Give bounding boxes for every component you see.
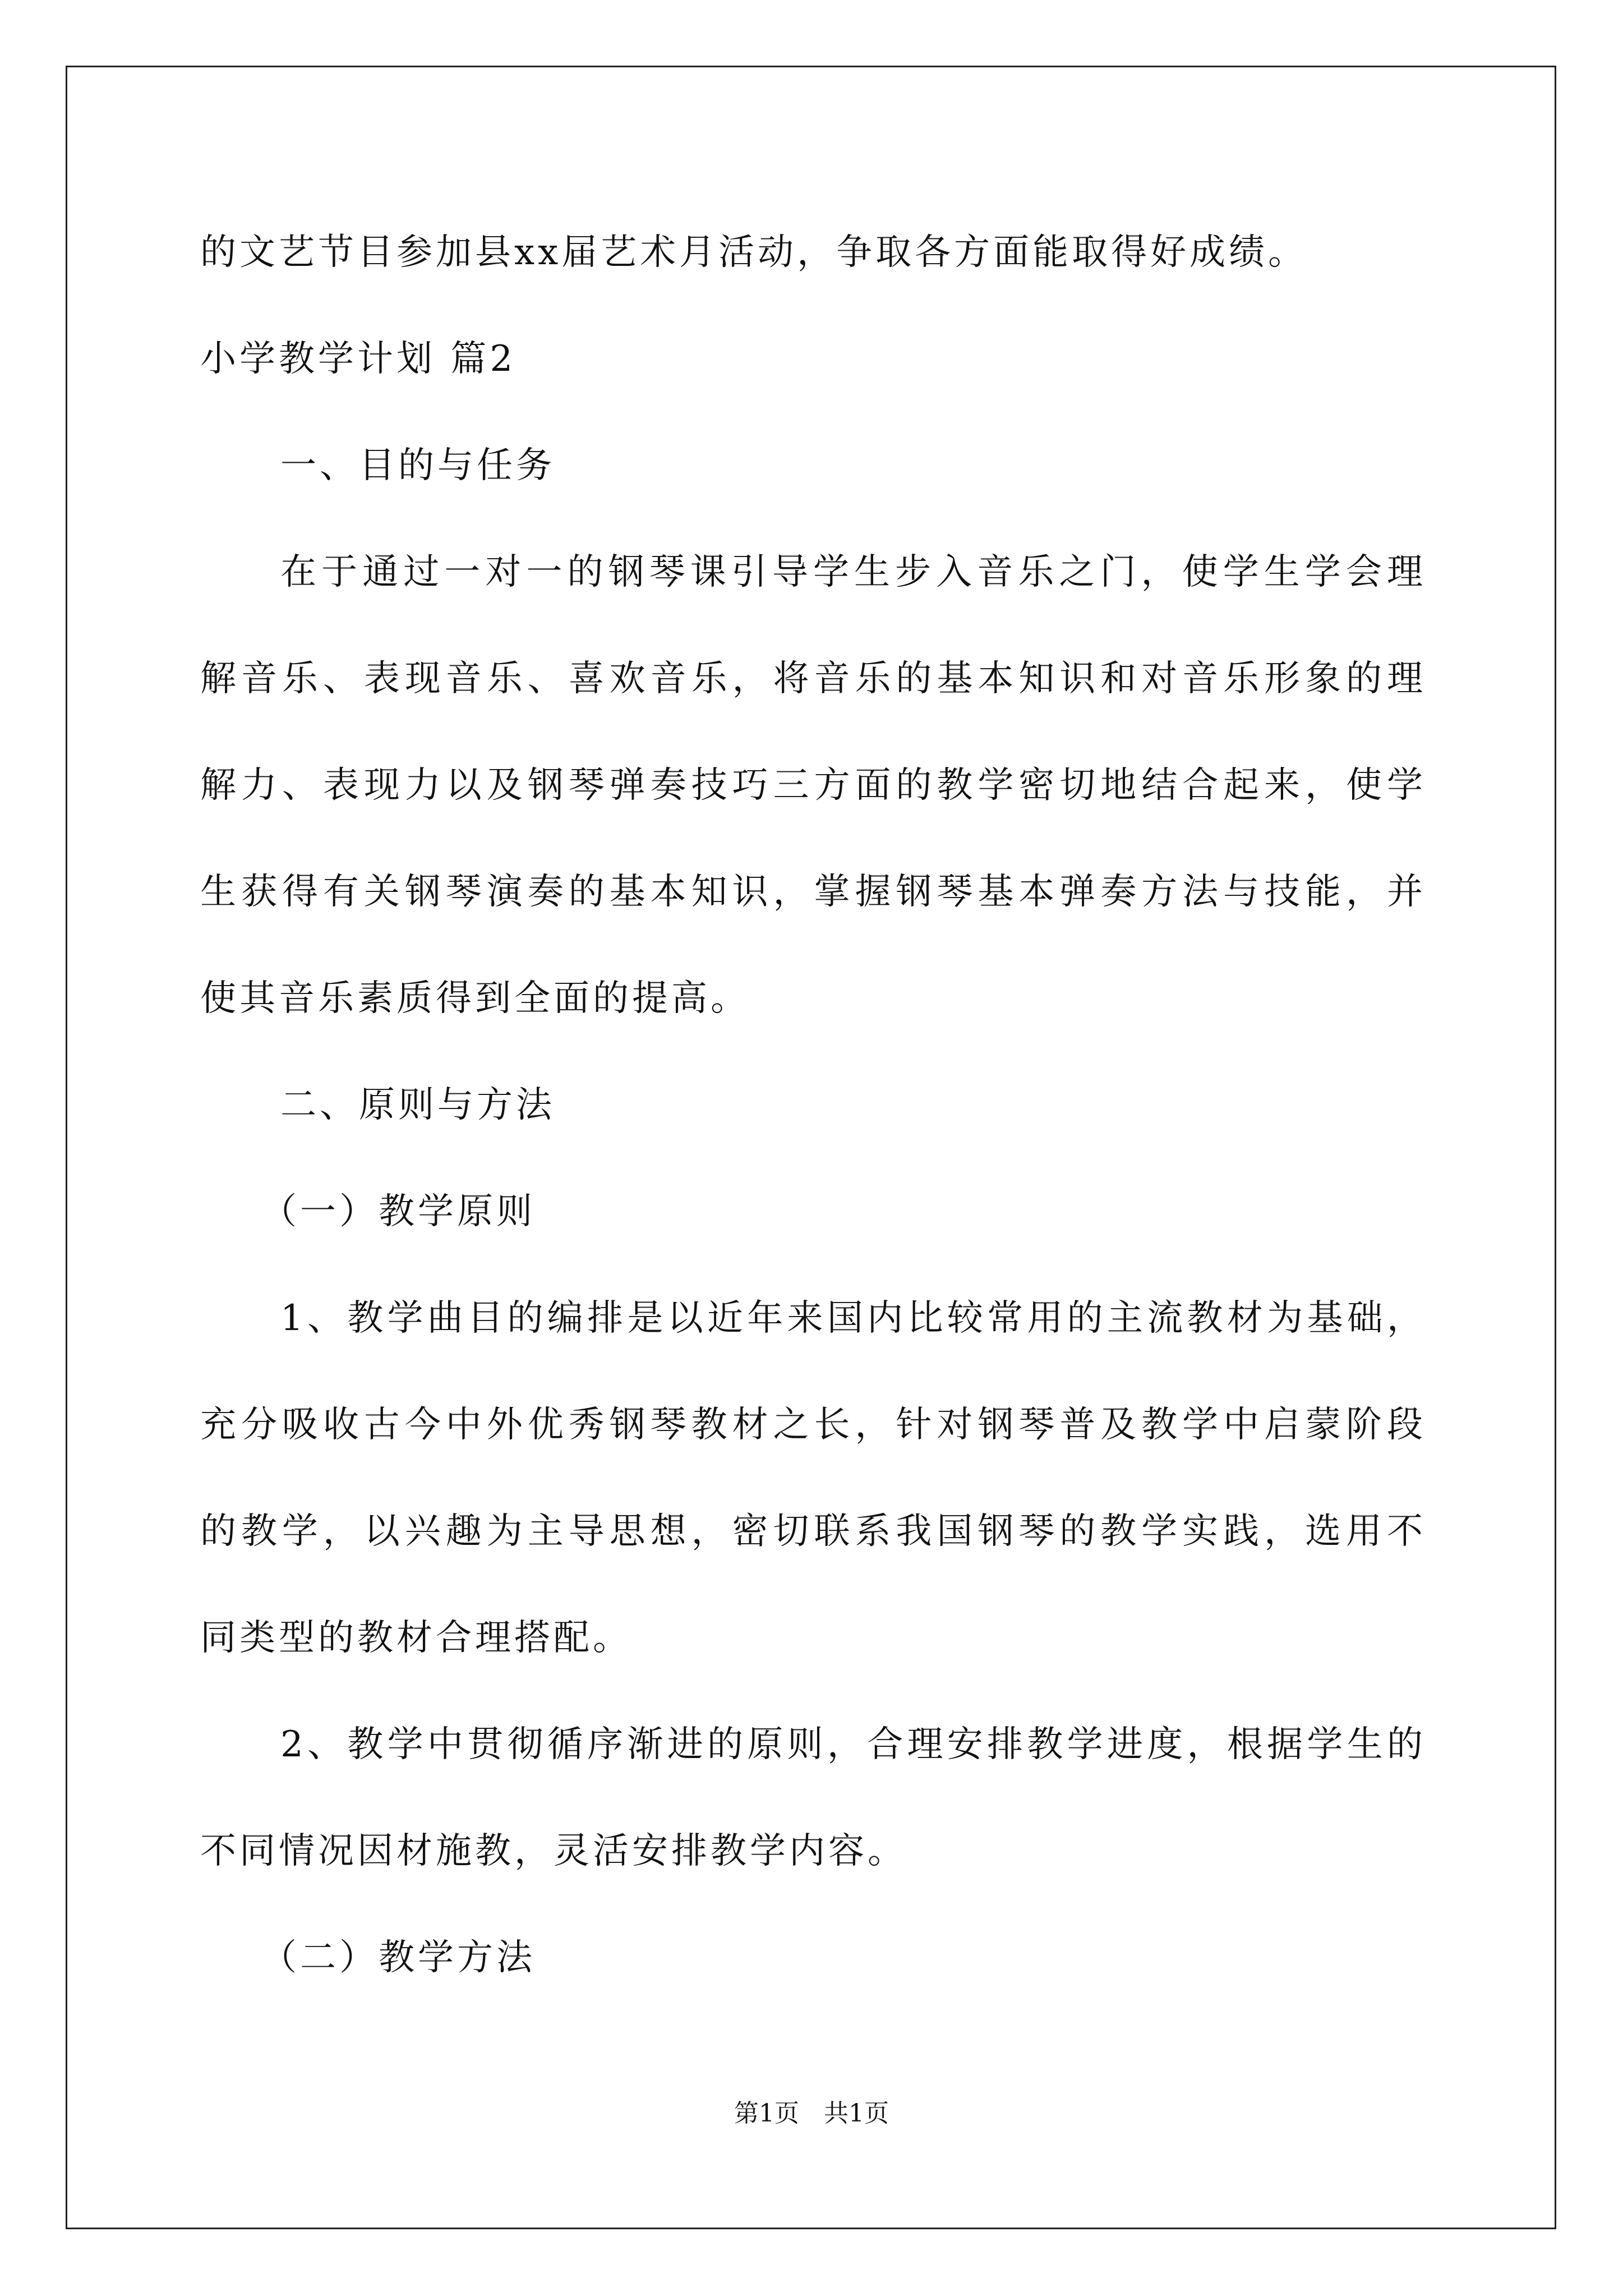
paragraph-line: 生获得有关钢琴演奏的基本知识，掌握钢琴基本弹奏方法与技能，并 xyxy=(200,871,1423,913)
paragraph-line: 2、教学中贯彻循序渐进的原则，合理安排教学进度，根据学生的 xyxy=(280,1724,1423,1765)
paragraph-line: 在于通过一对一的钢琴课引导学生步入音乐之门，使学生学会理 xyxy=(280,551,1423,593)
paragraph-line: 1、教学曲目的编排是以近年来国内比较常用的主流教材为基础， xyxy=(280,1297,1423,1339)
paragraph-line: 不同情况因材施教，灵活安排教学内容。 xyxy=(200,1830,907,1872)
page-footer: 第1页 共1页 xyxy=(734,2099,889,2128)
page-border xyxy=(66,66,1556,2229)
paragraph-line: 的教学，以兴趣为主导思想，密切联系我国钢琴的教学实践，选用不 xyxy=(200,1511,1423,1552)
section-heading-plan-2: 小学教学计划 篇2 xyxy=(200,338,517,380)
heading-purpose-and-task: 一、目的与任务 xyxy=(280,445,555,486)
paragraph-line: 解音乐、表现音乐、喜欢音乐，将音乐的基本知识和对音乐形象的理 xyxy=(200,658,1423,700)
subheading-teaching-principles: （一）教学原则 xyxy=(261,1191,536,1232)
subheading-teaching-methods: （二）教学方法 xyxy=(261,1937,536,1978)
heading-principles-and-methods: 二、原则与方法 xyxy=(280,1084,555,1126)
paragraph-line: 解力、表现力以及钢琴弹奏技巧三方面的教学密切地结合起来，使学 xyxy=(200,765,1423,806)
text-line-1: 的文艺节目参加县xx届艺术月活动，争取各方面能取得好成绩。 xyxy=(200,232,1308,273)
paragraph-line: 使其音乐素质得到全面的提高。 xyxy=(200,978,750,1019)
paragraph-line: 同类型的教材合理搭配。 xyxy=(200,1617,632,1659)
paragraph-line: 充分吸收古今中外优秀钢琴教材之长，针对钢琴普及教学中启蒙阶段 xyxy=(200,1404,1423,1446)
